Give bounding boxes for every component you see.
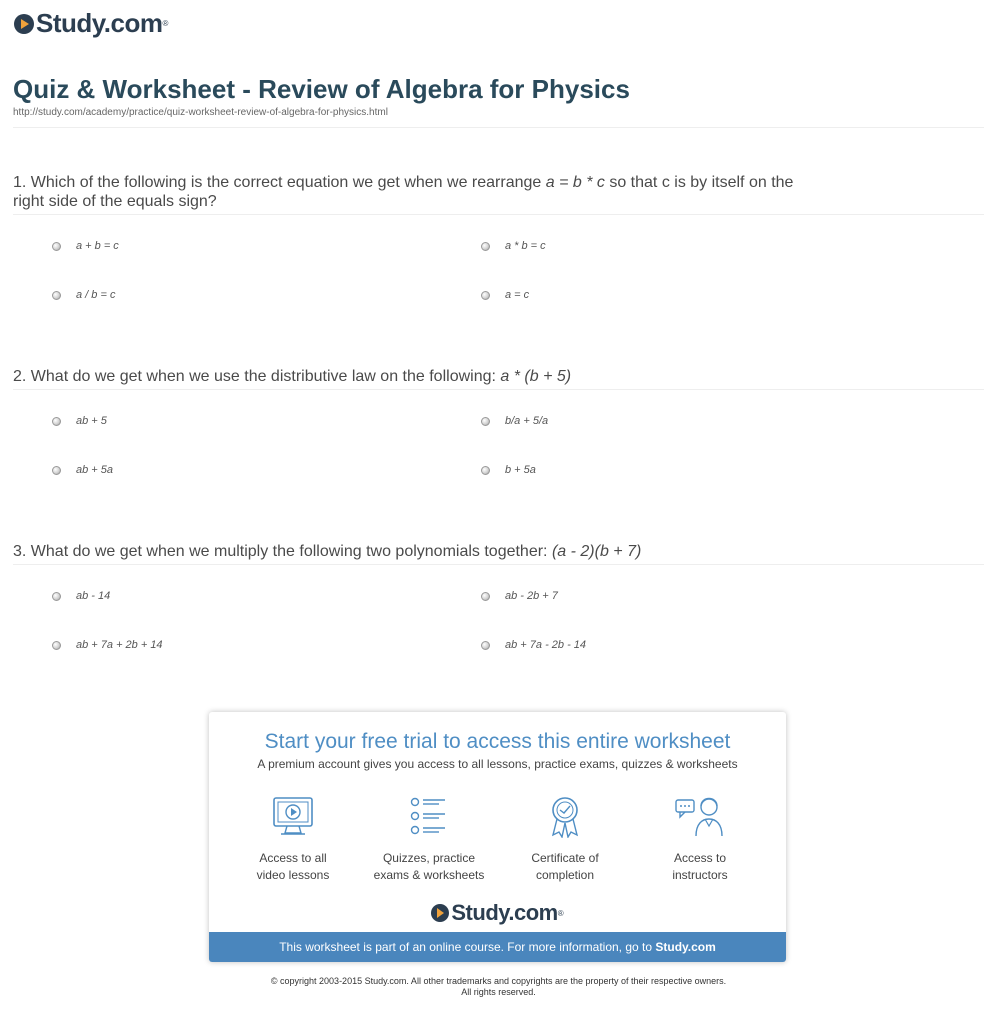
question-2-option-d[interactable]: b + 5a xyxy=(481,464,536,476)
radio-button[interactable] xyxy=(52,592,61,601)
question-1-option-b[interactable]: a * b = c xyxy=(481,240,546,252)
radio-button[interactable] xyxy=(481,417,490,426)
course-info-bar: This worksheet is part of an online course. For more information, go to Study.com xyxy=(209,932,786,962)
question-3-option-d[interactable]: ab + 7a - 2b - 14 xyxy=(481,639,586,651)
page-url: http://study.com/academy/practice/quiz-worksheet-review-of-algebra-for-physics.html xyxy=(13,107,388,118)
page-title: Quiz & Worksheet - Review of Algebra for Physics xyxy=(13,74,630,104)
radio-button[interactable] xyxy=(481,592,490,601)
question-3-option-a[interactable]: ab - 14 xyxy=(52,590,110,602)
logo-registered: ® xyxy=(162,19,169,28)
question-2-text: 2. What do we get when we use the distributive law on the following: a * (b + 5) xyxy=(13,368,572,385)
radio-button[interactable] xyxy=(481,291,490,300)
feature-instructors xyxy=(640,796,760,884)
study-link[interactable]: Study.com xyxy=(655,940,716,954)
feature-certificate xyxy=(505,796,625,884)
instructor-chat-icon xyxy=(674,796,726,838)
feature-label: Access to instructors xyxy=(672,851,728,882)
divider xyxy=(13,127,984,128)
question-1-text: 1. Which of the following is the correct equation we get when we rearrange a = b * c so that c is by itself on the right side of the equals sign? xyxy=(13,174,794,210)
checklist-icon xyxy=(407,796,451,838)
radio-button[interactable] xyxy=(52,466,61,475)
play-logo-icon xyxy=(431,904,449,922)
question-3-option-b[interactable]: ab - 2b + 7 xyxy=(481,590,558,602)
promo-subheading: A premium account gives you access to all lessons, practice exams, quizzes & worksheets xyxy=(257,757,738,771)
radio-button[interactable] xyxy=(52,641,61,650)
play-logo-icon xyxy=(14,14,34,34)
question-2-option-b[interactable]: b/a + 5/a xyxy=(481,415,548,427)
logo-text: Study.com xyxy=(36,8,163,38)
feature-quizzes xyxy=(369,796,489,884)
radio-button[interactable] xyxy=(52,242,61,251)
study-logo[interactable] xyxy=(14,8,168,39)
promo-heading[interactable]: Start your free trial to access this entire worksheet xyxy=(264,730,731,753)
feature-label: Certificate of completion xyxy=(531,851,599,882)
video-monitor-icon xyxy=(271,796,315,838)
free-trial-promo xyxy=(209,712,786,962)
radio-button[interactable] xyxy=(481,466,490,475)
question-2-option-c[interactable]: ab + 5a xyxy=(52,464,113,476)
feature-label: Access to all video lessons xyxy=(256,851,330,882)
divider xyxy=(13,214,984,215)
feature-video-lessons xyxy=(233,796,353,884)
radio-button[interactable] xyxy=(481,242,490,251)
question-1-option-a[interactable]: a + b = c xyxy=(52,240,119,252)
question-2-option-a[interactable]: ab + 5 xyxy=(52,415,107,427)
radio-button[interactable] xyxy=(52,291,61,300)
divider xyxy=(13,389,984,390)
question-3-option-c[interactable]: ab + 7a + 2b + 14 xyxy=(52,639,163,651)
question-3-text: 3. What do we get when we multiply the following two polynomials together: (a - 2)(b + 7) xyxy=(13,543,642,560)
logo-text: Study.com xyxy=(451,900,558,925)
logo-registered: ® xyxy=(557,908,564,918)
question-1-option-c[interactable]: a / b = c xyxy=(52,289,115,301)
question-1-option-d[interactable]: a = c xyxy=(481,289,529,301)
radio-button[interactable] xyxy=(481,641,490,650)
certificate-ribbon-icon xyxy=(543,796,587,838)
divider xyxy=(13,564,984,565)
copyright-footer: © copyright 2003-2015 Study.com. All other trademarks and copyrights are the property of their respective owners. All rights reserved. xyxy=(270,976,727,997)
promo-study-logo[interactable] xyxy=(209,900,786,926)
feature-label: Quizzes, practice exams & worksheets xyxy=(373,851,485,882)
radio-button[interactable] xyxy=(52,417,61,426)
